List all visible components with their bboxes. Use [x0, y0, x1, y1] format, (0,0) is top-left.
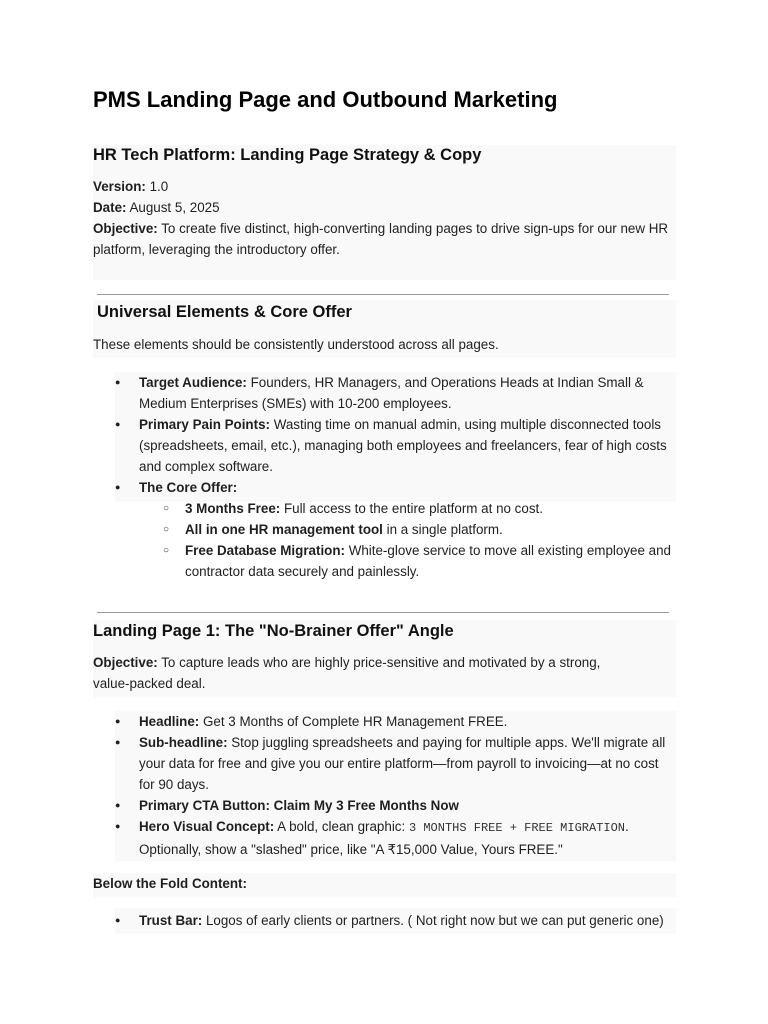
section2-heading: Universal Elements & Core Offer: [97, 303, 352, 321]
section3-list-wrap: [93, 711, 676, 860]
divider-1: [97, 294, 669, 295]
list-item: ● Headline: Get 3 Months of Complete HR Management FREE.: [93, 711, 676, 732]
list-item: ● Hero Visual Concept: A bold, clean graphic: 3 MONTHS FREE + FREE MIGRATION. Optionally, show a "slashed" price, like "A ₹15,000 Value, Yours FREE.": [93, 816, 676, 860]
document-title: PMS Landing Page and Outbound Marketing: [93, 87, 558, 112]
version-label: Version:: [93, 179, 146, 194]
objective-line: [93, 218, 676, 260]
trust-list-wrap: [93, 910, 676, 931]
version-line: [93, 176, 676, 197]
list-item: ● Primary Pain Points: Wasting time on manual admin, using multiple disconnected tools (spreadsheets, email, etc.), managing both employees and freelancers, fear of high costs and complex software.: [93, 414, 676, 477]
list-item: ● Primary CTA Button: Claim My 3 Free Months Now: [93, 795, 676, 816]
section3-heading: Landing Page 1: The "No-Brainer Offer" Angle: [93, 622, 454, 640]
sublist-item: ○ Free Database Migration: White-glove service to move all existing employee and contractor data securely and painlessly.: [139, 540, 676, 582]
divider-2: [97, 612, 669, 613]
section2-heading-wrap: [97, 302, 680, 322]
section3-heading-wrap: [93, 621, 676, 641]
below-fold-wrap: [93, 873, 676, 894]
version-value: 1.0: [145, 179, 169, 194]
section3-objective-wrap: [93, 652, 613, 694]
list-item: ● Sub-headline: Stop juggling spreadsheets and paying for multiple apps. We'll migrate all your data for free and give you our entire platform—from payroll to invoicing—at no cost for 90 days.: [93, 732, 676, 795]
section2-list-wrap: [93, 372, 676, 582]
trust-list: [93, 910, 676, 931]
list-item: ● Target Audience: Founders, HR Managers, and Operations Heads at Indian Small & Medium Enterprises (SMEs) with 10-200 employees.: [93, 372, 676, 414]
hero-code: 3 MONTHS FREE + FREE MIGRATION: [408, 821, 625, 835]
section1-heading: HR Tech Platform: Landing Page Strategy & Copy: [93, 146, 482, 164]
section2-intro-wrap: [93, 334, 676, 355]
objective-label: Objective:: [93, 221, 158, 236]
section2-list: [93, 372, 676, 582]
section1: [93, 145, 676, 165]
section1-meta: [93, 176, 676, 260]
date-line: [93, 197, 676, 218]
list-item: ● The Core Offer: ○ 3 Months Free: Full access to the entire platform at no cost. ○ All in one HR management tool in a single platform. ○ Free Database Migration: White-glove service to move all existing employee and contractor data securely and painlessly.: [93, 477, 676, 582]
objective-value: To create five distinct, high-converting landing pages to drive sign-ups for our new HR platform, leveraging the introductory offer.: [93, 221, 669, 257]
date-value: August 5, 2025: [126, 200, 220, 215]
core-offer-sublist: [139, 498, 676, 582]
list-item: ● Trust Bar: Logos of early clients or partners. ( Not right now but we can put generic one): [93, 910, 676, 931]
sublist-item: ○ All in one HR management tool in a single platform.: [139, 519, 676, 540]
sublist-item: ○ 3 Months Free: Full access to the entire platform at no cost.: [139, 498, 676, 519]
section3-list: [93, 711, 676, 860]
section2-intro: These elements should be consistently understood across all pages.: [93, 337, 499, 352]
date-label: Date:: [93, 200, 127, 215]
section3-objective: Objective: To capture leads who are highly price-sensitive and motivated by a strong, value-packed deal.: [93, 655, 601, 691]
below-fold-heading: Below the Fold Content:: [93, 876, 247, 891]
